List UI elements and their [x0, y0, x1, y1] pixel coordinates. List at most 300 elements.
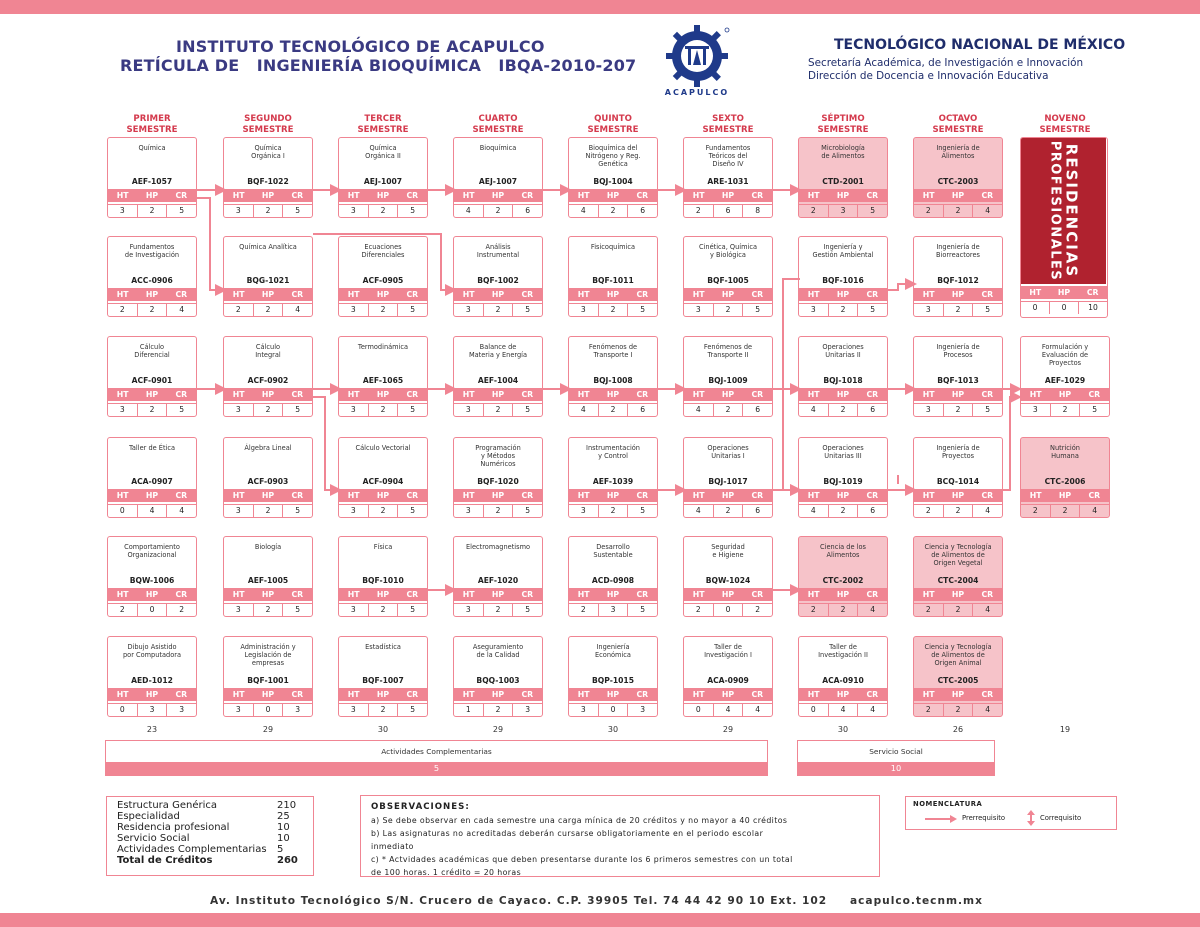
hours-header-bar: HT HP CR — [914, 489, 1002, 502]
hp-value: 2 — [138, 205, 168, 217]
course-code: BQF-1016 — [822, 276, 864, 285]
course-code: CTC-2004 — [937, 576, 979, 585]
hp-value: 2 — [944, 604, 974, 616]
cr-value: 5 — [1092, 405, 1098, 414]
hours-values — [569, 603, 657, 616]
cr-value: 8 — [755, 206, 761, 215]
cr-value: 5 — [755, 305, 761, 314]
hours-values — [108, 703, 196, 716]
hours-values — [339, 403, 427, 416]
hours-values — [454, 504, 542, 517]
cr-value: 6 — [870, 506, 876, 515]
course-name: Taller de Ética — [128, 444, 176, 452]
hours-header-bar: HT HP CR — [224, 688, 312, 701]
hours-header-bar: HT HP CR — [569, 388, 657, 401]
ht-value: 3 — [569, 304, 599, 316]
course-name: Taller de Investigación II — [818, 643, 868, 659]
hours-header-bar: HT HP CR — [224, 489, 312, 502]
ht-value: 4 — [799, 404, 829, 416]
ht-value: 4 — [569, 205, 599, 217]
course-name: Física — [373, 543, 393, 551]
cr-value: 5 — [410, 705, 416, 714]
cr-value: 4 — [1092, 506, 1098, 515]
ht-value: 0 — [684, 704, 714, 716]
course-card — [683, 437, 773, 518]
course-code: ACF-0905 — [362, 276, 404, 285]
semester-header: QUINTO SEMESTRE — [587, 114, 639, 135]
tecnm-direccion: Dirección de Docencia e Innovación Educativa — [808, 70, 1049, 82]
tecnm-secretaria: Secretaría Académica, de Investigación e Innovación — [808, 57, 1084, 69]
cr-value: 5 — [410, 506, 416, 515]
hours-header-bar: HT HP CR — [224, 189, 312, 202]
hours-values — [454, 403, 542, 416]
hours-values — [108, 403, 196, 416]
hours-values — [569, 303, 657, 316]
course-card — [683, 236, 773, 317]
hours-header-bar: HT HP CR — [454, 189, 542, 202]
course-card — [683, 536, 773, 617]
course-name: Ingeniería de Alimentos — [936, 144, 980, 160]
hp-value: 2 — [599, 304, 629, 316]
course-name: Álgebra Lineal — [244, 444, 292, 452]
course-code: BQJ-1008 — [593, 376, 633, 385]
course-name: Ciencia de los Alimentos — [820, 543, 866, 559]
svg-text:ACAPULCO: ACAPULCO — [664, 88, 730, 97]
semester-header: PRIMER SEMESTRE — [126, 114, 178, 135]
hours-values — [224, 603, 312, 616]
course-code: AED-1012 — [131, 676, 173, 685]
cr-value: 5 — [640, 305, 646, 314]
structure-row — [117, 800, 303, 811]
ht-value: 3 — [339, 505, 369, 517]
course-code: BQJ-1004 — [593, 177, 633, 186]
semester-total: 30 — [377, 725, 389, 734]
ht-value: 3 — [224, 505, 254, 517]
course-name: Cálculo Vectorial — [355, 444, 411, 452]
cr-value: 3 — [179, 705, 185, 714]
ht-value: 2 — [799, 604, 829, 616]
course-name: Estadística — [365, 643, 401, 651]
course-code: AEF-1020 — [477, 576, 519, 585]
servicio-social: Servicio Social 10 — [797, 740, 995, 776]
course-name: Taller de Investigación I — [704, 643, 752, 659]
semester-header: NOVENO SEMESTRE — [1039, 114, 1091, 135]
cr-value: 5 — [179, 206, 185, 215]
residencias-line1: RESIDENCIAS — [1062, 143, 1081, 279]
hp-value: 2 — [484, 205, 514, 217]
residencias-card — [1020, 137, 1108, 318]
structure-value: 5 — [277, 844, 284, 855]
cr-value: 4 — [870, 605, 876, 614]
course-name: Fundamentos de Investigación — [124, 243, 180, 259]
course-card — [107, 636, 197, 717]
cr-value: 5 — [985, 405, 991, 414]
hours-header-bar: HT HP CR — [799, 288, 887, 301]
hours-header-bar: HT HP CR — [799, 489, 887, 502]
course-name: Administración y Legislación de empresas — [240, 643, 296, 667]
course-code: ACA-0910 — [822, 676, 864, 685]
cr-value: 4 — [870, 705, 876, 714]
ht-value: 2 — [799, 205, 829, 217]
course-card — [913, 336, 1003, 417]
ht-value: 3 — [224, 604, 254, 616]
structure-row — [117, 844, 303, 855]
course-code: BQQ-1003 — [476, 676, 520, 685]
ht-value: 2 — [914, 205, 944, 217]
ht-value: 4 — [454, 205, 484, 217]
hp-value: 2 — [369, 404, 399, 416]
hours-header-bar: HT HP CR — [224, 288, 312, 301]
semester-header: CUARTO SEMESTRE — [472, 114, 524, 135]
cr-value: 5 — [525, 506, 531, 515]
hours-header-bar: HT HP CR — [108, 489, 196, 502]
hp-value: 4 — [714, 704, 744, 716]
course-code: BQF-1010 — [362, 576, 404, 585]
hours-header-bar: HT HP CR — [454, 388, 542, 401]
ht-value: 3 — [914, 404, 944, 416]
course-name: Análisis Instrumental — [476, 243, 520, 259]
cr-value: 5 — [525, 405, 531, 414]
tecnm-title: TECNOLÓGICO NACIONAL DE MÉXICO — [834, 37, 1126, 53]
cr-value: 2 — [755, 605, 761, 614]
hours-header-bar: HT HP CR — [799, 588, 887, 601]
cr-value: 5 — [410, 206, 416, 215]
course-name: Dibujo Asistido por Computadora — [122, 643, 182, 659]
cr-value: 4 — [755, 705, 761, 714]
cr-value: 4 — [985, 705, 991, 714]
hours-values — [339, 504, 427, 517]
ht-value: 3 — [569, 704, 599, 716]
cr-value: 5 — [295, 405, 301, 414]
course-card — [107, 536, 197, 617]
course-name: Ciencia y Tecnología de Alimentos de Origen Vegetal — [924, 543, 992, 567]
course-card — [1020, 336, 1110, 417]
ht-value: 3 — [108, 404, 138, 416]
institute-logo-icon — [655, 22, 739, 98]
hp-value: 2 — [944, 704, 974, 716]
ht-value: 0 — [799, 704, 829, 716]
course-code: AEF-1004 — [477, 376, 519, 385]
ht-value: 3 — [339, 704, 369, 716]
cr-value: 5 — [640, 506, 646, 515]
hours-header-bar: HT HP CR — [108, 688, 196, 701]
hp-value: 2 — [944, 505, 974, 517]
course-card — [1020, 437, 1110, 518]
course-code: BQW-1006 — [129, 576, 175, 585]
ht-value: 3 — [799, 304, 829, 316]
course-code: BQJ-1017 — [708, 477, 748, 486]
course-code: BQJ-1019 — [823, 477, 863, 486]
hp-value: 3 — [138, 704, 168, 716]
course-code: AEF-1039 — [592, 477, 634, 486]
course-name: Microbiología de Alimentos — [821, 144, 865, 160]
course-code: BQJ-1009 — [708, 376, 748, 385]
course-name: Operaciones Unitarias I — [707, 444, 749, 460]
hp-value: 4 — [829, 704, 859, 716]
hp-value: 0 — [1050, 302, 1079, 314]
cr-value: 4 — [985, 605, 991, 614]
ht-value: 2 — [108, 604, 138, 616]
hours-values — [339, 303, 427, 316]
semester-header: SEXTO SEMESTRE — [702, 114, 754, 135]
hours-values — [569, 204, 657, 217]
structure-value: 10 — [277, 822, 290, 833]
ht-value: 2 — [914, 604, 944, 616]
course-code: CTC-2003 — [937, 177, 979, 186]
credit-structure-table — [106, 796, 314, 876]
hp-value: 2 — [944, 404, 974, 416]
course-code: BQF-1020 — [477, 477, 519, 486]
course-name: Química Orgánica I — [251, 144, 285, 160]
hp-value: 2 — [829, 404, 859, 416]
hours-header-bar: HT HP CR — [569, 688, 657, 701]
course-card — [798, 336, 888, 417]
semester-total: 29 — [262, 725, 274, 734]
course-code: ACD-0908 — [591, 576, 635, 585]
course-name: Bioquímica del Nitrógeno y Reg. Genética — [585, 144, 641, 168]
cr-value: 2 — [179, 605, 185, 614]
cr-value: 6 — [640, 405, 646, 414]
hours-header-bar: HT HP CR — [339, 189, 427, 202]
course-card — [913, 536, 1003, 617]
course-card — [223, 236, 313, 317]
structure-value: 25 — [277, 811, 290, 822]
hours-header-bar: HT HP CR — [684, 588, 772, 601]
course-card — [568, 636, 658, 717]
hours-header-bar: HT HP CR — [339, 288, 427, 301]
course-card — [568, 137, 658, 218]
course-name: Formulación y Evaluación de Proyectos — [1041, 343, 1089, 367]
course-card — [107, 137, 197, 218]
ht-value: 3 — [454, 404, 484, 416]
ht-value: 2 — [684, 604, 714, 616]
course-code: ACF-0903 — [247, 477, 289, 486]
structure-value: 260 — [277, 855, 298, 866]
ht-value: 2 — [914, 505, 944, 517]
semester-header: OCTAVO SEMESTRE — [932, 114, 984, 135]
ht-value: 4 — [799, 505, 829, 517]
hours-values — [569, 703, 657, 716]
hp-value: 2 — [138, 304, 168, 316]
hours-values — [454, 204, 542, 217]
ht-value: 2 — [569, 604, 599, 616]
course-name: Química Analítica — [239, 243, 297, 251]
semester-header: SEGUNDO SEMESTRE — [242, 114, 294, 135]
course-code: BQF-1012 — [937, 276, 979, 285]
course-code: AEJ-1007 — [363, 177, 403, 186]
hours-header-bar: HT HP CR — [914, 288, 1002, 301]
course-code: CTC-2006 — [1044, 477, 1086, 486]
hours-values — [569, 403, 657, 416]
corequisite-legend: Correquisito — [1026, 810, 1112, 826]
hours-header-bar: HT HP CR — [799, 189, 887, 202]
course-name: Fundamentos Teóricos del Diseño IV — [705, 144, 751, 168]
cr-value: 6 — [525, 206, 531, 215]
semester-total: 29 — [492, 725, 504, 734]
course-name: Ingeniería de Proyectos — [936, 444, 980, 460]
hp-value: 2 — [254, 404, 284, 416]
course-code: CTC-2002 — [822, 576, 864, 585]
cr-value: 10 — [1088, 303, 1098, 312]
hp-value: 2 — [829, 505, 859, 517]
course-code: AEF-1057 — [131, 177, 173, 186]
hours-values — [1021, 301, 1107, 314]
course-code: AEJ-1007 — [478, 177, 518, 186]
course-card — [453, 536, 543, 617]
hours-header-bar: HT HP CR — [454, 489, 542, 502]
arrow-up-down-icon — [1026, 810, 1036, 826]
hours-header-bar: HT HP CR — [108, 189, 196, 202]
hp-value: 2 — [829, 604, 859, 616]
hours-values — [799, 403, 887, 416]
hours-values — [914, 204, 1002, 217]
ht-value: 3 — [224, 404, 254, 416]
cr-value: 5 — [295, 605, 301, 614]
hp-value: 4 — [138, 505, 168, 517]
course-card — [913, 437, 1003, 518]
hours-values — [1021, 504, 1109, 517]
hours-values — [339, 603, 427, 616]
course-name: Instrumentación y Control — [586, 444, 640, 460]
hp-value: 2 — [944, 205, 974, 217]
course-name: Aseguramiento de la Calidad — [472, 643, 524, 659]
course-code: CTC-2005 — [937, 676, 979, 685]
servicio-credits: 10 — [798, 762, 994, 775]
ht-value: 2 — [108, 304, 138, 316]
course-code: BQF-1011 — [592, 276, 634, 285]
semester-total: 30 — [607, 725, 619, 734]
course-code: ACF-0902 — [247, 376, 289, 385]
cr-value: 5 — [870, 305, 876, 314]
course-name: Nutrición Humana — [1050, 444, 1080, 460]
hours-header-bar: HT HP CR — [914, 388, 1002, 401]
course-name: Cálculo Diferencial — [134, 343, 170, 359]
course-code: BQF-1001 — [247, 676, 289, 685]
hours-values — [799, 504, 887, 517]
cr-value: 5 — [295, 206, 301, 215]
structure-label: Total de Créditos — [117, 855, 213, 866]
top-band — [0, 0, 1200, 14]
course-code: AEF-1065 — [362, 376, 404, 385]
hp-value: 2 — [1051, 505, 1081, 517]
structure-row — [117, 855, 303, 866]
course-code: BQF-1005 — [707, 276, 749, 285]
course-name: Fisicoquímica — [590, 243, 636, 251]
course-card — [683, 636, 773, 717]
actividades-credits: 5 — [106, 762, 767, 775]
course-card — [568, 536, 658, 617]
course-name: Programación y Métodos Numéricos — [475, 444, 521, 468]
ht-value: 3 — [108, 205, 138, 217]
prerequisite-legend: Prerrequisito — [924, 813, 1010, 825]
hp-value: 2 — [599, 205, 629, 217]
structure-label: Actividades Complementarias — [117, 844, 267, 855]
course-card — [453, 137, 543, 218]
course-card — [568, 336, 658, 417]
course-card — [798, 636, 888, 717]
hours-header-bar: HT HP CR — [1021, 286, 1107, 299]
hp-value: 0 — [714, 604, 744, 616]
hours-header-bar: HT HP CR — [339, 688, 427, 701]
semester-header: TERCER SEMESTRE — [357, 114, 409, 135]
ht-value: 1 — [454, 704, 484, 716]
course-card — [568, 236, 658, 317]
course-name: Balance de Materia y Energía — [468, 343, 528, 359]
cr-value: 5 — [179, 405, 185, 414]
ht-value: 2 — [224, 304, 254, 316]
ht-value: 0 — [108, 505, 138, 517]
hours-header-bar: HT HP CR — [684, 189, 772, 202]
hp-value: 6 — [714, 205, 744, 217]
hours-values — [108, 204, 196, 217]
hours-values — [914, 703, 1002, 716]
course-code: ACF-0904 — [362, 477, 404, 486]
hp-value: 2 — [1051, 404, 1081, 416]
hours-header-bar: HT HP CR — [684, 688, 772, 701]
hours-values — [914, 504, 1002, 517]
semester-header: SÉPTIMO SEMESTRE — [817, 114, 869, 135]
hours-values — [454, 303, 542, 316]
ht-value: 3 — [224, 205, 254, 217]
course-name: Cálculo Integral — [255, 343, 281, 359]
ht-value: 4 — [684, 505, 714, 517]
hp-value: 2 — [484, 404, 514, 416]
hours-values — [799, 303, 887, 316]
structure-row — [117, 811, 303, 822]
course-code: CTD-2001 — [822, 177, 864, 186]
course-card — [683, 137, 773, 218]
course-card — [453, 336, 543, 417]
hours-values — [684, 204, 772, 217]
ht-value: 3 — [914, 304, 944, 316]
hours-header-bar: HT HP CR — [339, 388, 427, 401]
structure-label: Residencia profesional — [117, 822, 230, 833]
course-code: BQW-1024 — [705, 576, 751, 585]
course-card — [223, 336, 313, 417]
course-code: BQG-1021 — [246, 276, 290, 285]
course-card — [107, 336, 197, 417]
course-card — [338, 536, 428, 617]
course-code: BQF-1013 — [937, 376, 979, 385]
course-card — [798, 137, 888, 218]
course-name: Operaciones Unitarias II — [822, 343, 864, 359]
course-card — [913, 636, 1003, 717]
cr-value: 6 — [870, 405, 876, 414]
hours-values — [799, 204, 887, 217]
hp-value: 2 — [254, 304, 284, 316]
actividades-complementarias: Actividades Complementarias 5 — [105, 740, 768, 776]
hp-value: 2 — [138, 404, 168, 416]
course-code: BCQ-1014 — [936, 477, 980, 486]
course-code: AEF-1029 — [1044, 376, 1086, 385]
course-code: BQF-1002 — [477, 276, 519, 285]
course-card — [913, 137, 1003, 218]
cr-value: 5 — [525, 605, 531, 614]
cr-value: 4 — [179, 305, 185, 314]
hp-value: 0 — [254, 704, 284, 716]
course-name: Comportamiento Organizacional — [124, 543, 180, 559]
course-card — [338, 236, 428, 317]
hours-header-bar: HT HP CR — [799, 388, 887, 401]
course-code: BQP-1015 — [592, 676, 634, 685]
course-name: Ingeniería de Biorreactores — [936, 243, 980, 259]
hours-values — [224, 303, 312, 316]
hours-values — [108, 603, 196, 616]
hours-header-bar: HT HP CR — [1021, 489, 1109, 502]
hours-values — [108, 504, 196, 517]
hours-header-bar: HT HP CR — [914, 588, 1002, 601]
semester-total: 19 — [1059, 725, 1071, 734]
